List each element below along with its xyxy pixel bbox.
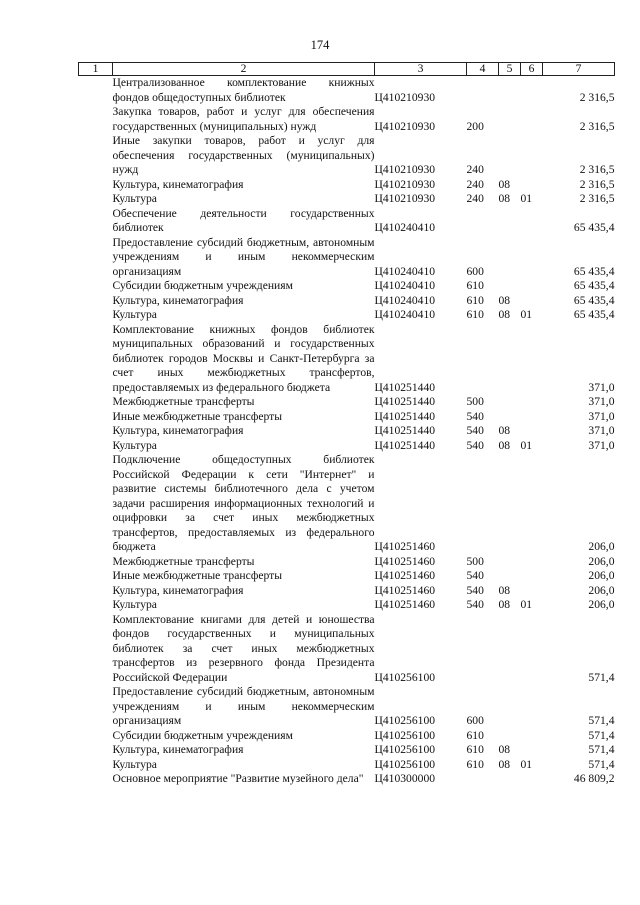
row-subsection bbox=[521, 105, 543, 134]
row-amount: 46 809,2 bbox=[573, 772, 615, 785]
row-code: Ц410251440 bbox=[374, 409, 436, 423]
row-code: Ц410240410 bbox=[374, 279, 436, 292]
row-name: Культура bbox=[112, 757, 157, 771]
row-col-1 bbox=[79, 134, 113, 178]
row-code: Ц410210930 bbox=[374, 192, 436, 205]
row-col-1 bbox=[79, 613, 113, 686]
row-expense-type bbox=[467, 613, 499, 686]
table-row bbox=[79, 424, 615, 439]
row-code: Ц410240410 bbox=[374, 308, 436, 321]
header-col-4: 4 bbox=[467, 63, 499, 76]
row-col-1 bbox=[79, 323, 113, 396]
header-col-1: 1 bbox=[79, 63, 113, 76]
table-row bbox=[79, 743, 615, 758]
table-row bbox=[79, 76, 615, 106]
row-amount: 65 435,4 bbox=[573, 279, 615, 292]
row-name: Комплектование книгами для детей и юношества фондов государственных и муниципальных библиотек за счет иных межбюджетных трансфертов из резервного фонда Президента Российской Федерации bbox=[112, 612, 375, 684]
table-row bbox=[79, 439, 615, 454]
row-expense-type: 540 bbox=[466, 409, 484, 423]
row-expense-type: 540 bbox=[466, 583, 484, 597]
row-amount: 571,4 bbox=[588, 728, 615, 742]
row-code: Ц410256100 bbox=[374, 757, 436, 771]
row-expense-type: 610 bbox=[466, 757, 484, 771]
row-code: Ц410210930 bbox=[374, 163, 436, 176]
row-subsection bbox=[521, 236, 543, 280]
row-section bbox=[499, 323, 521, 396]
row-name: Закупка товаров, работ и услуг для обеспечения государственных (муниципальных) нужд bbox=[112, 105, 375, 133]
row-subsection bbox=[521, 453, 543, 555]
row-amount: 206,0 bbox=[588, 583, 615, 597]
row-col-1 bbox=[79, 569, 113, 584]
row-subsection bbox=[521, 76, 543, 106]
row-amount: 371,0 bbox=[588, 380, 615, 394]
row-subsection: 01 bbox=[520, 308, 533, 321]
table-row bbox=[79, 569, 615, 584]
row-name: Комплектование книжных фондов библиотек муниципальных образований и государственных библиотек городов Москвы и Санкт-Петербурга за счет иных межбюджетных трансфертов, предоставляемых из федерального бюджета bbox=[112, 322, 375, 394]
header-col-7: 7 bbox=[543, 63, 615, 76]
row-col-1 bbox=[79, 410, 113, 425]
row-col-1 bbox=[79, 598, 113, 613]
row-expense-type: 200 bbox=[466, 119, 484, 133]
row-section bbox=[499, 729, 521, 744]
row-amount: 65 435,4 bbox=[573, 221, 615, 234]
table-row bbox=[79, 772, 615, 787]
row-code: Ц410256100 bbox=[374, 714, 436, 727]
row-col-1 bbox=[79, 308, 113, 323]
table-row bbox=[79, 729, 615, 744]
row-col-1 bbox=[79, 424, 113, 439]
row-code: Ц410256100 bbox=[374, 670, 436, 684]
row-expense-type: 540 bbox=[466, 424, 484, 437]
row-name: Культура, кинематография bbox=[112, 177, 244, 191]
table-row bbox=[79, 308, 615, 323]
row-expense-type: 610 bbox=[466, 728, 484, 742]
row-subsection bbox=[521, 613, 543, 686]
row-col-1 bbox=[79, 76, 113, 106]
row-section: 08 bbox=[498, 438, 511, 452]
row-name: Культура, кинематография bbox=[112, 743, 244, 756]
row-section: 08 bbox=[498, 192, 511, 205]
row-code: Ц410251440 bbox=[374, 395, 436, 408]
row-name: Культура, кинематография bbox=[112, 424, 244, 437]
row-col-1 bbox=[79, 439, 113, 454]
row-subsection: 01 bbox=[520, 192, 533, 205]
row-col-1 bbox=[79, 743, 113, 758]
row-col-1 bbox=[79, 555, 113, 570]
row-amount: 2 316,5 bbox=[579, 177, 615, 191]
row-section bbox=[499, 207, 521, 236]
row-amount: 206,0 bbox=[588, 540, 615, 553]
row-subsection bbox=[521, 410, 543, 425]
table-header-row bbox=[79, 63, 615, 76]
row-amount: 571,4 bbox=[588, 670, 615, 684]
row-expense-type: 500 bbox=[466, 395, 484, 408]
table-row bbox=[79, 613, 615, 686]
header-col-6: 6 bbox=[521, 63, 543, 76]
row-subsection bbox=[521, 729, 543, 744]
row-code: Ц410251440 bbox=[374, 380, 436, 394]
row-col-1 bbox=[79, 729, 113, 744]
row-subsection bbox=[521, 772, 543, 787]
row-expense-type bbox=[467, 76, 499, 106]
row-col-1 bbox=[79, 758, 113, 773]
row-amount: 206,0 bbox=[588, 569, 615, 582]
row-code: Ц410251460 bbox=[374, 554, 436, 568]
row-name: Обеспечение деятельности государственных библиотек bbox=[112, 206, 375, 234]
row-expense-type: 610 bbox=[466, 293, 484, 307]
row-code: Ц410251460 bbox=[374, 540, 436, 553]
row-expense-type: 540 bbox=[466, 598, 484, 611]
row-col-1 bbox=[79, 207, 113, 236]
row-name: Подключение общедоступных библиотек Российской Федерации к сети "Интернет" и развитие системы библиотечного дела с учетом задачи расширения информационных технологий и оцифровки за счет иных межбюджетных трансфертов, предоставляемых из федерального бюджета bbox=[112, 453, 375, 553]
row-col-1 bbox=[79, 279, 113, 294]
row-expense-type: 600 bbox=[466, 264, 484, 278]
row-subsection bbox=[521, 323, 543, 396]
table-row bbox=[79, 758, 615, 773]
row-subsection bbox=[521, 178, 543, 193]
row-col-1 bbox=[79, 236, 113, 280]
row-name: Межбюджетные трансферты bbox=[112, 554, 255, 568]
row-name: Предоставление субсидий бюджетным, автономным учреждениям и иным некоммерческим организациям bbox=[112, 235, 375, 278]
row-expense-type bbox=[467, 323, 499, 396]
row-col-1 bbox=[79, 178, 113, 193]
row-col-1 bbox=[79, 584, 113, 599]
table-row bbox=[79, 192, 615, 207]
row-expense-type: 240 bbox=[466, 163, 484, 176]
row-subsection bbox=[521, 555, 543, 570]
row-col-1 bbox=[79, 685, 113, 729]
row-amount: 65 435,4 bbox=[573, 293, 615, 307]
row-section: 08 bbox=[498, 308, 511, 321]
row-subsection: 01 bbox=[520, 757, 533, 771]
row-section: 08 bbox=[498, 743, 511, 756]
table-row bbox=[79, 236, 615, 280]
row-section: 08 bbox=[498, 598, 511, 611]
row-code: Ц410251460 bbox=[374, 583, 436, 597]
table-row bbox=[79, 134, 615, 178]
table-row bbox=[79, 323, 615, 396]
row-name: Культура, кинематография bbox=[112, 583, 244, 597]
row-amount: 206,0 bbox=[588, 598, 615, 611]
row-section bbox=[499, 772, 521, 787]
table-row bbox=[79, 279, 615, 294]
row-subsection bbox=[521, 279, 543, 294]
table-row bbox=[79, 395, 615, 410]
row-col-1 bbox=[79, 192, 113, 207]
row-code: Ц410251460 bbox=[374, 598, 436, 611]
table-row bbox=[79, 584, 615, 599]
row-section bbox=[499, 555, 521, 570]
row-subsection bbox=[521, 569, 543, 584]
table-body bbox=[79, 76, 615, 787]
row-section bbox=[499, 236, 521, 280]
row-section: 08 bbox=[498, 293, 511, 307]
page-number: 174 bbox=[310, 38, 330, 52]
row-name: Централизованное комплектование книжных фондов общедоступных библиотек bbox=[112, 76, 375, 104]
row-code: Ц410240410 bbox=[374, 264, 436, 278]
row-code: Ц410251440 bbox=[374, 438, 436, 452]
row-section bbox=[499, 453, 521, 555]
row-name: Основное мероприятие "Развитие музейного дела" bbox=[112, 772, 364, 785]
row-subsection bbox=[521, 743, 543, 758]
row-name: Культура bbox=[112, 192, 157, 205]
table-row bbox=[79, 178, 615, 193]
row-code: Ц410210930 bbox=[374, 90, 436, 104]
row-amount: 371,0 bbox=[588, 395, 615, 408]
row-name: Предоставление субсидий бюджетным, автономным учреждениям и иным некоммерческим организациям bbox=[112, 685, 375, 727]
row-name: Иные закупки товаров, работ и услуг для обеспечения государственных (муниципальных) нужд bbox=[112, 134, 375, 176]
row-amount: 206,0 bbox=[588, 554, 615, 568]
row-name: Субсидии бюджетным учреждениям bbox=[112, 279, 293, 292]
row-col-1 bbox=[79, 453, 113, 555]
row-amount: 2 316,5 bbox=[579, 119, 615, 133]
row-name: Иные межбюджетные трансферты bbox=[112, 569, 283, 582]
row-code: Ц410210930 bbox=[374, 177, 436, 191]
row-section bbox=[499, 279, 521, 294]
row-expense-type: 240 bbox=[466, 192, 484, 205]
row-col-1 bbox=[79, 294, 113, 309]
row-subsection: 01 bbox=[520, 438, 533, 452]
row-expense-type: 610 bbox=[466, 743, 484, 756]
row-amount: 571,4 bbox=[588, 757, 615, 771]
header-col-2: 2 bbox=[113, 63, 375, 76]
row-expense-type: 600 bbox=[466, 714, 484, 727]
table-row bbox=[79, 105, 615, 134]
row-subsection bbox=[521, 294, 543, 309]
row-amount: 371,0 bbox=[588, 409, 615, 423]
row-amount: 2 316,5 bbox=[579, 90, 615, 104]
table-row bbox=[79, 410, 615, 425]
row-col-1 bbox=[79, 772, 113, 787]
row-col-1 bbox=[79, 395, 113, 410]
row-name: Культура bbox=[112, 308, 157, 321]
table-row bbox=[79, 685, 615, 729]
row-subsection bbox=[521, 584, 543, 599]
budget-table bbox=[78, 62, 615, 787]
row-code: Ц410251440 bbox=[374, 424, 436, 437]
row-expense-type: 610 bbox=[466, 279, 484, 292]
table-row bbox=[79, 294, 615, 309]
row-section bbox=[499, 395, 521, 410]
row-name: Субсидии бюджетным учреждениям bbox=[112, 728, 293, 742]
row-amount: 371,0 bbox=[588, 424, 615, 437]
row-section bbox=[499, 410, 521, 425]
row-code: Ц410210930 bbox=[374, 119, 436, 133]
row-subsection bbox=[521, 685, 543, 729]
row-col-1 bbox=[79, 105, 113, 134]
row-code: Ц410251460 bbox=[374, 569, 436, 582]
row-amount: 571,4 bbox=[588, 743, 615, 756]
row-section bbox=[499, 569, 521, 584]
row-section bbox=[499, 134, 521, 178]
row-name: Иные межбюджетные трансферты bbox=[112, 409, 283, 423]
row-code: Ц410256100 bbox=[374, 743, 436, 756]
row-expense-type: 240 bbox=[466, 177, 484, 191]
row-name: Культура bbox=[112, 438, 157, 452]
row-name: Культура bbox=[112, 598, 157, 611]
table-row bbox=[79, 453, 615, 555]
row-amount: 2 316,5 bbox=[579, 163, 615, 176]
row-section: 08 bbox=[498, 757, 511, 771]
row-code: Ц410240410 bbox=[374, 293, 436, 307]
header-col-3: 3 bbox=[375, 63, 467, 76]
row-subsection bbox=[521, 207, 543, 236]
row-subsection: 01 bbox=[520, 598, 533, 611]
row-expense-type: 540 bbox=[466, 438, 484, 452]
row-expense-type bbox=[467, 207, 499, 236]
row-code: Ц410300000 bbox=[374, 772, 436, 785]
row-section: 08 bbox=[498, 177, 511, 191]
row-subsection bbox=[521, 424, 543, 439]
row-section bbox=[499, 685, 521, 729]
row-section: 08 bbox=[498, 583, 511, 597]
row-expense-type bbox=[467, 453, 499, 555]
row-amount: 65 435,4 bbox=[573, 308, 615, 321]
header-col-5: 5 bbox=[499, 63, 521, 76]
row-amount: 371,0 bbox=[588, 438, 615, 452]
row-code: Ц410240410 bbox=[374, 221, 436, 234]
table-row bbox=[79, 207, 615, 236]
row-expense-type bbox=[467, 772, 499, 787]
row-subsection bbox=[521, 134, 543, 178]
row-section bbox=[499, 76, 521, 106]
table-row bbox=[79, 555, 615, 570]
row-amount: 2 316,5 bbox=[579, 192, 615, 205]
row-amount: 571,4 bbox=[588, 714, 615, 727]
row-name: Культура, кинематография bbox=[112, 293, 244, 307]
row-code: Ц410256100 bbox=[374, 728, 436, 742]
row-expense-type: 610 bbox=[466, 308, 484, 321]
row-expense-type: 500 bbox=[466, 554, 484, 568]
row-expense-type: 540 bbox=[466, 569, 484, 582]
row-section bbox=[499, 613, 521, 686]
row-section bbox=[499, 105, 521, 134]
row-subsection bbox=[521, 395, 543, 410]
table-row bbox=[79, 598, 615, 613]
row-name: Межбюджетные трансферты bbox=[112, 395, 255, 408]
row-amount: 65 435,4 bbox=[573, 264, 615, 278]
row-section: 08 bbox=[498, 424, 511, 437]
